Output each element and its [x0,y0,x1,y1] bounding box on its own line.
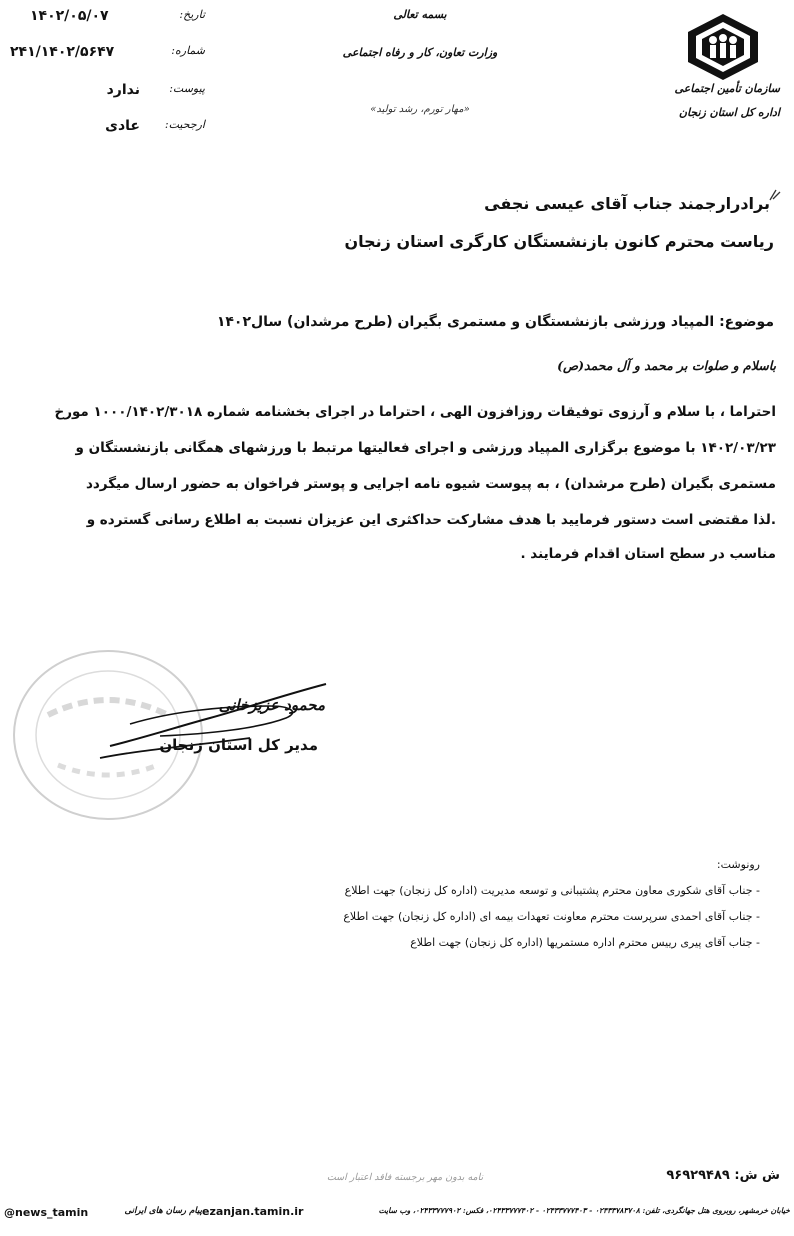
org-name: سازمان تأمین اجتماعی [674,82,780,95]
social-handle[interactable]: @news_tamin [4,1206,89,1219]
signatory-name: محمود عزیزخانی [218,696,325,714]
footer-contact-line [4,1204,790,1226]
body-line-2: ۱۴۰۲/۰۳/۲۳ با موضوع برگزاری المپیاد ورزشی و اجرای فعالیتها مرتبط با ورزشهای همگانی بازنشستگان و [75,440,776,456]
signatory-title: مدیر کل استان زنجان [159,736,318,754]
greeting: باسلام و صلوات بر محمد و آل محمد(ص) [557,358,776,373]
tracking-label: ش ش: [734,1168,780,1183]
cc-item-3: - جناب آقای پیری رییس محترم اداره مستمریها (اداره کل زنجان) جهت اطلاع [410,936,760,949]
cc-label: رونوشت: [716,858,760,871]
priority-row [0,118,205,142]
body-line-5: مناسب در سطح استان اقدام فرمایند . [520,546,776,562]
date-row [0,8,205,32]
subject-label: موضوع: [719,314,774,330]
priority-label: ارجحیت: [164,118,205,131]
tamin-logo-icon [684,12,762,82]
subject-text: المپیاد ورزشی بازنشستگان و مستمری بگیران (طرح مرشدان) سال۱۴۰۲ [216,314,715,330]
tracking-row [580,1168,780,1183]
tracking-value: ۹۶۹۲۹۴۸۹ [666,1168,730,1183]
attachment-value: ندارد [106,82,140,98]
messenger-label: پیام رسان های ایرانی [124,1206,202,1216]
date-label: تاریخ: [179,8,205,21]
cc-item-1: - جناب آقای شکوری معاون محترم پشتیبانی و توسعه مدیریت (اداره کل زنجان) جهت اطلاع [344,884,760,897]
attachment-label: پیوست: [169,82,205,95]
priority-value: عادی [105,118,140,134]
recipient-line-1: برادرارجمند جناب آقای عیسی نجفی [484,194,770,213]
check-mark-icon [768,188,784,202]
website-link[interactable]: ezanjan.tamin.ir [202,1205,304,1218]
number-row [0,44,205,68]
validity-note: نامه بدون مهر برجسته فاقد اعتبار است [326,1172,484,1183]
ministry-name: وزارت تعاون، کار و رفاه اجتماعی [342,46,498,59]
attachment-row [0,82,205,106]
number-value: ۲۴۱/۱۴۰۲/۵۶۴۷ [10,44,115,60]
cc-item-2: - جناب آقای احمدی سرپرست محترم معاونت تعهدات بیمه ای (اداره کل زنجان) جهت اطلاع [343,910,760,923]
body-line-1: احتراما ، با سلام و آرزوی توفیقات روزافزون الهی ، احتراما در اجرای بخشنامه شماره ۱۰۰۰/۱۴۰۲/۳۰۱۸ مورخ [54,404,776,420]
number-label: شماره: [171,44,205,57]
contact-address: خیابان خرمشهر، روبروی هتل جهانگردی، تلفن: ۰۲۴۳۳۷۸۳۷۰۸ - ۰۲۴۳۳۷۷۷۴۰۳ - ۰۲۴۳۳۷۷۷۴۰۲، فکس: ۰۲۴۳۳۷۷۷۹۰۲، وب سایت [378,1206,790,1215]
body-line-4: .لذا مقتضی است دستور فرمایید با هدف مشارکت حداکثری این عزیزان نسبت به اطلاع رسانی گسترده و [86,512,776,528]
year-slogan: «مهار تورم، رشد تولید» [370,104,470,115]
date-value: ۱۴۰۲/۰۵/۰۷ [30,8,109,24]
org-branch: اداره کل استان زنجان [678,106,780,119]
basmala: بسمه تعالی [393,8,447,21]
body-line-3: مستمری بگیران (طرح مرشدان) ، به پیوست شیوه نامه اجرایی و پوستر فراخوان به حضور ارسال میگردد [85,476,776,492]
subject-line [190,314,774,330]
recipient-line-2: ریاست محترم کانون بازنشستگان کارگری استان زنجان [344,232,774,251]
